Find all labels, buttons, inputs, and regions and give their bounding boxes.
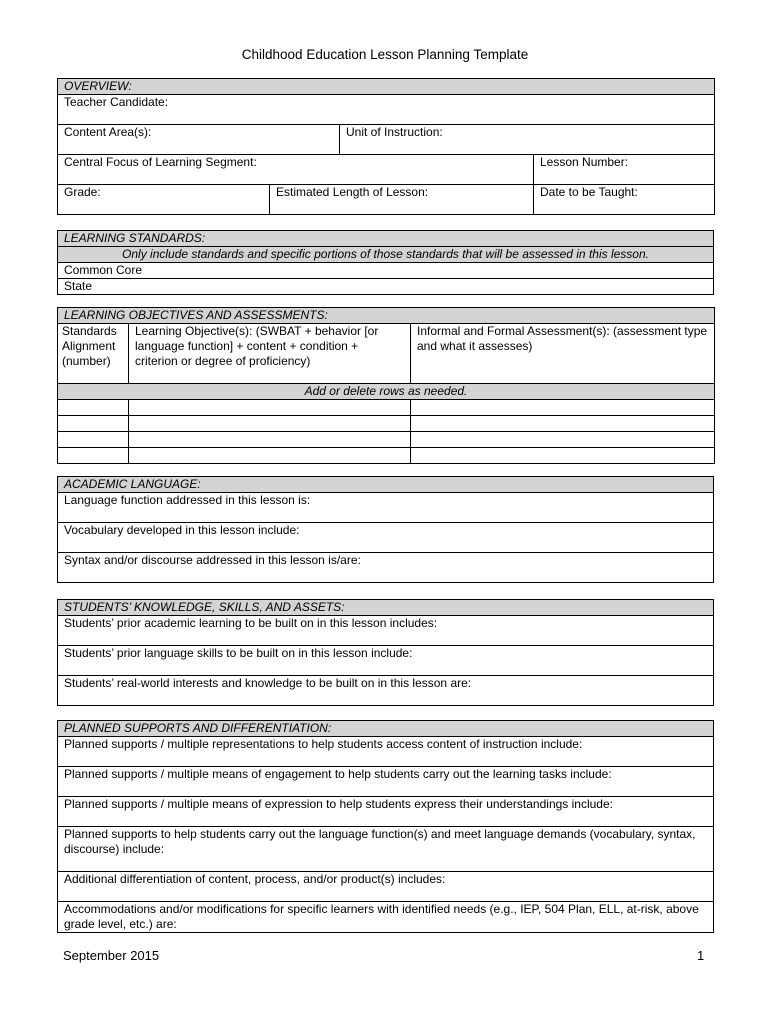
content-areas-field[interactable]: Content Area(s):	[58, 125, 340, 155]
students-knowledge-section	[57, 599, 714, 706]
table-cell[interactable]	[129, 432, 411, 448]
unit-of-instruction-field[interactable]: Unit of Instruction:	[340, 125, 715, 155]
table-cell[interactable]	[58, 416, 129, 432]
objectives-note: Add or delete rows as needed.	[58, 384, 715, 400]
standards-alignment-column-header: Standards Alignment (number)	[58, 324, 129, 384]
academic-language-header: ACADEMIC LANGUAGE:	[58, 477, 714, 493]
common-core-field[interactable]: Common Core	[58, 263, 714, 279]
document-title: Childhood Education Lesson Planning Template	[241, 47, 529, 62]
table-cell[interactable]	[129, 400, 411, 416]
table-cell[interactable]	[411, 400, 715, 416]
table-row	[58, 448, 715, 464]
planned-supports-section	[57, 720, 714, 933]
standards-header: LEARNING STANDARDS:	[58, 231, 714, 247]
prior-academic-learning-field[interactable]: Students’ prior academic learning to be built on in this lesson includes:	[58, 616, 714, 646]
estimated-length-field[interactable]: Estimated Length of Lesson:	[270, 185, 534, 215]
table-row	[58, 432, 715, 448]
prior-language-skills-field[interactable]: Students’ prior language skills to be built on in this lesson include:	[58, 646, 714, 676]
vocabulary-field[interactable]: Vocabulary developed in this lesson include:	[58, 523, 714, 553]
supports-expression-field[interactable]: Planned supports / multiple means of expression to help students express their understandings include:	[58, 797, 714, 827]
grade-field[interactable]: Grade:	[58, 185, 270, 215]
standards-note: Only include standards and specific portions of those standards that will be assessed in this lesson.	[58, 247, 714, 263]
objectives-section	[57, 307, 715, 464]
syntax-discourse-field[interactable]: Syntax and/or discourse addressed in this lesson is/are:	[58, 553, 714, 583]
table-row	[58, 400, 715, 416]
learning-standards-section	[57, 230, 714, 295]
supports-representation-field[interactable]: Planned supports / multiple representations to help students access content of instruction include:	[58, 737, 714, 767]
real-world-interests-field[interactable]: Students’ real-world interests and knowledge to be built on in this lesson are:	[58, 676, 714, 706]
table-cell[interactable]	[411, 416, 715, 432]
accommodations-field[interactable]: Accommodations and/or modifications for specific learners with identified needs (e.g., IEP, 504 Plan, ELL, at-risk, above grade level, etc.) are:	[58, 902, 714, 933]
differentiation-field[interactable]: Additional differentiation of content, process, and/or product(s) includes:	[58, 872, 714, 902]
objectives-header: LEARNING OBJECTIVES AND ASSESSMENTS:	[58, 308, 715, 324]
state-field[interactable]: State	[58, 279, 714, 295]
language-function-field[interactable]: Language function addressed in this lesson is:	[58, 493, 714, 523]
assessments-column-header: Informal and Formal Assessment(s): (assessment type and what it assesses)	[411, 324, 715, 384]
overview-section	[57, 78, 715, 215]
table-cell[interactable]	[411, 448, 715, 464]
table-cell[interactable]	[129, 448, 411, 464]
table-cell[interactable]	[58, 400, 129, 416]
supports-header: PLANNED SUPPORTS AND DIFFERENTIATION:	[58, 721, 714, 737]
academic-language-section	[57, 476, 714, 583]
learning-objectives-column-header: Learning Objective(s): (SWBAT + behavior [or language function] + content + condition + criterion or degree of proficiency)	[129, 324, 411, 384]
supports-engagement-field[interactable]: Planned supports / multiple means of engagement to help students carry out the learning tasks include:	[58, 767, 714, 797]
table-cell[interactable]	[411, 432, 715, 448]
knowledge-header: STUDENTS’ KNOWLEDGE, SKILLS, AND ASSETS:	[58, 600, 714, 616]
table-row	[58, 416, 715, 432]
date-to-be-taught-field[interactable]: Date to be Taught:	[534, 185, 715, 215]
central-focus-field[interactable]: Central Focus of Learning Segment:	[58, 155, 534, 185]
table-cell[interactable]	[58, 432, 129, 448]
supports-language-field[interactable]: Planned supports to help students carry out the language function(s) and meet language demands (vocabulary, syntax, discourse) include:	[58, 827, 714, 872]
teacher-candidate-field[interactable]: Teacher Candidate:	[58, 95, 715, 125]
table-cell[interactable]	[129, 416, 411, 432]
overview-header: OVERVIEW:	[58, 79, 715, 95]
footer-date: September 2015	[63, 948, 160, 963]
table-cell[interactable]	[58, 448, 129, 464]
lesson-number-field[interactable]: Lesson Number:	[534, 155, 715, 185]
page-number: 1	[697, 948, 705, 963]
